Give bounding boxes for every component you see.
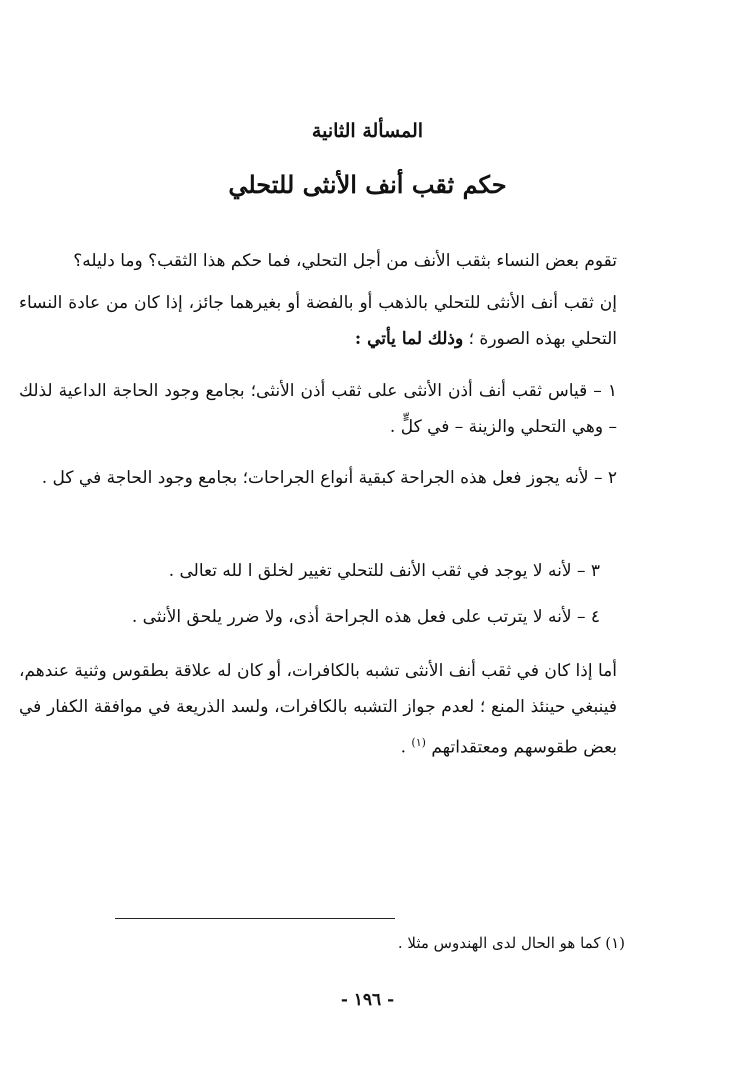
exception-end: . <box>400 737 412 758</box>
reason-4-text: ٤ – لأنه لا يترتب على فعل هذه الجراحة أذى، ولا ضرر يلحق الأنثى . <box>131 607 600 627</box>
exception-text: أما إذا كان في ثقب أنف الأنثى تشبه بالكافرات، أو كان له علاقة بطقوس وثنية عندهم، فينبغي حينئذ المنع ؛ لعدم جواز التشبه بالكافرات، ولسد الذريعة في موافقة الكفار في بعض طقوسهم ومعتقداتهم <box>19 661 617 758</box>
reason-1-text: ١ – قياس ثقب أنف أذن الأنثى على ثقب أذن الأنثى؛ بجامع وجود الحاجة الداعية لذلك – وهي التحلي والزينة – في كلٍّ . <box>19 381 617 437</box>
reason-2-paragraph <box>19 460 617 496</box>
answer-bold-text: وذلك لما يأتي : <box>354 329 464 349</box>
reason-3-paragraph <box>40 553 600 589</box>
page-title: حكم ثقب أنف الأنثى للتحلي <box>228 170 507 199</box>
reason-3-text: ٣ – لأنه لا يوجد في ثقب الأنف للتحلي تغيير لخلق ا لله تعالى . <box>168 561 600 581</box>
section-heading: المسألة الثانية <box>311 120 424 142</box>
footnote-divider <box>115 918 395 919</box>
exception-paragraph <box>19 653 617 766</box>
question-paragraph <box>19 243 617 279</box>
reason-1-paragraph <box>19 373 617 445</box>
reason-4-paragraph <box>40 599 600 635</box>
answer-paragraph <box>19 285 617 357</box>
footnote-reference[interactable]: (١) <box>411 736 426 749</box>
reason-2-text: ٢ – لأنه يجوز فعل هذه الجراحة كبقية أنواع الجراحات؛ بجامع وجود الحاجة في كل . <box>41 468 617 488</box>
footnote: (١) كما هو الحال لدى الهندوس مثلا . <box>397 934 625 952</box>
answer-text: إن ثقب أنف الأنثى للتحلي بالذهب أو بالفضة أو بغيرهما جائز، إذا كان من عادة النساء التحلي بهذه الصورة ؛ <box>19 293 617 349</box>
question-text: تقوم بعض النساء بثقب الأنف من أجل التحلي، فما حكم هذا الثقب؟ وما دليله؟ <box>73 251 617 271</box>
page-number: - ١٩٦ - <box>340 990 395 1010</box>
